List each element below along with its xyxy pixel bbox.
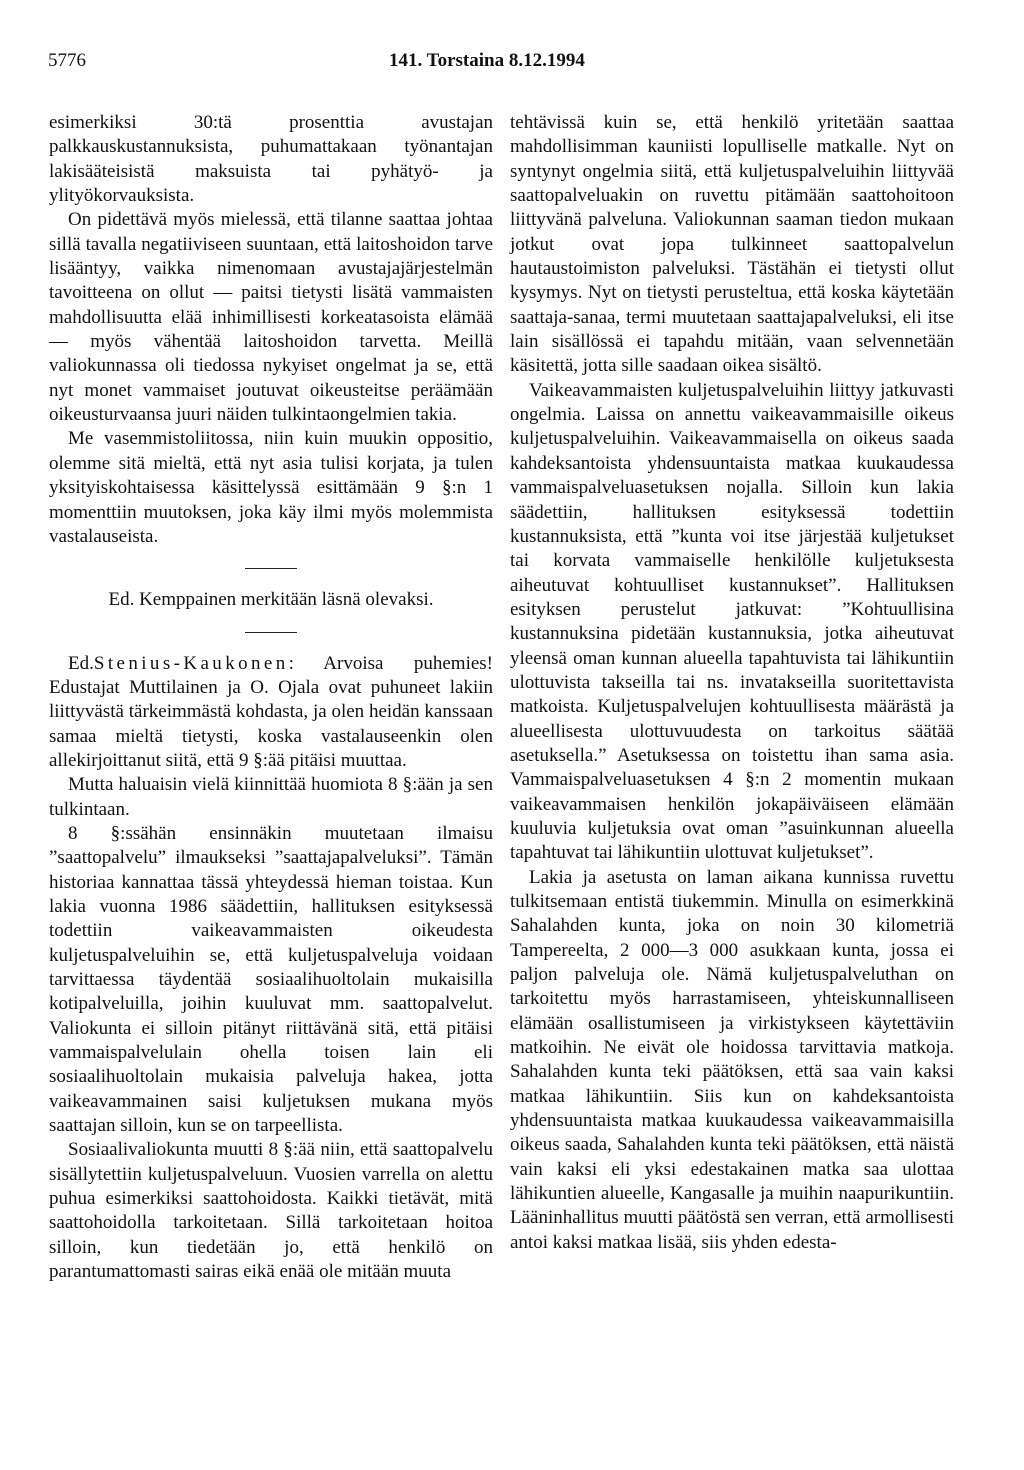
speech-opening [49, 652, 493, 774]
paragraph: Lakia ja asetusta on laman aikana kunnissa ruvettu tulkitsemaan entistä tiukemmin. Minulla on esimerkkinä Sahalahden kunta, joka on noin 30 kilometriä Tampereelta, 2 000—3 000 asukkaan kunta, jossa ei paljon palveluja ole. Nämä kuljetuspalveluthan on tarkoitettu myös harrastamiseen, yhteiskunnalliseen elämään osallistumiseen ja virkistykseen käytettäviin matkoihin. Ne eivät ole hoidossa tarvittavia matkoja. Sahalahden kunta teki päätöksen, että saa vain kaksi matkaa lähikuntiin. Siis kun on kahdeksantoista yhdensuuntaista matkaa kuukaudessa vaikeavammaisilla oikeus saada, Sahalahden kunta teki päätöksen, että näistä vain kaksi eli yksi edestakainen matka saa ulottaa lähikuntien alueelle, Kangasalle ja muihin naapurikuntiin. Lääninhallitus muutti päätöstä sen verran, että armollisesti antoi kaksi matkaa lisää, siis yhden edesta- [510, 866, 954, 1253]
speaker-name: Stenius-Kaukonen [93, 652, 289, 674]
paragraph: Me vasemmistoliitossa, niin kuin muukin oppositio, olemme sitä mieltä, että nyt asia tulisi korjata, ja tulen yksityiskohtaisessa käsittelyssä esittämään 9 §:n 1 momenttiin muutoksen, joka käy ilmi myös molemmista vastalauseista. [49, 428, 493, 547]
paragraph: Mutta haluaisin vielä kiinnittää huomiota 8 §:ään ja sen tulkintaan. [49, 774, 493, 820]
speaker-prefix: Ed. [68, 652, 94, 674]
paragraph: esimerkiksi 30:tä prosenttia avustajan palkkauskustannuksista, puhumattakaan työnantajan lakisääteisistä maksuista tai pyhätyö- ja ylityökorvauksista. [49, 112, 493, 207]
right-column [510, 111, 954, 1255]
paragraph: Sosiaalivaliokunta muutti 8 §:ää niin, että saattopalvelu sisällytettiin kuljetuspalveluun. Vuosien varrella on alettu puhua esimerkiksi saattohoidosta. Kaikki tietävät, mitä saattohoidolla tarkoitetaan. Sillä tarkoitetaan hoitoa silloin, kun tiedetään jo, että henkilö on parantumattomasti sairas eikä enää ole mitään muuta [49, 1139, 493, 1283]
speech-intro: : Arvoisa puhemies! Edustajat Muttilainen ja O. Ojala ovat puhuneet lakiin liittyvästä tärkeimmästä kohdasta, ja olen heidän kanssaan samaa mieltä tietysti, koska vastalauseenkin olen allekirjoittanut siitä, että 9 §:ää pitäisi muuttaa. [49, 652, 493, 771]
page-number: 5776 [48, 50, 86, 71]
issue-header: 141. Torstaina 8.12.1994 [389, 50, 585, 71]
paragraph: On pidettävä myös mielessä, että tilanne saattaa johtaa sillä tavalla negatiiviseen suuntaan, että laitoshoidon tarve lisääntyy, vaikka nimenomaan avustajajärjestelmän tavoitteena on ollut — paitsi tietysti lisätä vammaisten mahdollisuutta elää inhimillisesti korkeatasoista elämää — myös vähentää laitoshoidon tarvetta. Meillä valiokunnassa oli tiedossa nykyiset ongelmat ja se, että nyt monet vammaiset joutuvat oikeusteitse peräämään oikeusturvaansa juuri näiden tulkintaongelmien takia. [49, 209, 493, 426]
left-column [49, 111, 493, 1284]
paragraph: 8 §:ssähän ensinnäkin muutetaan ilmaisu ”saattopalvelu” ilmaukseksi ”saattajapalveluksi”. Tämän historiaa kannattaa tässä yhteydessä hieman toistaa. Kun lakia vuonna 1986 säädettiin, hallituksen esityksessä todettiin vaikeavammaisten oikeudesta kuljetuspalveluihin se, että kuljetuspalveluja voidaan tarvittaessa täydentää sosiaalihuoltolain mukaisilla kotipalveluilla, joihin kuuluvat mm. saattopalvelut. Valiokunta ei silloin pitänyt riittävänä sitä, että pitäisi vammaispalvelulain ohella toisen lain eli sosiaalihuoltolain mukaisia palveluja hakea, jotta vaikeavammainen saisi kuljetuksen mukana myös saattajan silloin, kun se on tarpeellista. [49, 822, 493, 1137]
paragraph: tehtävissä kuin se, että henkilö yritetään saattaa mahdollisimman kauniisti lopulliselle matkalle. Nyt on syntynyt ongelmia siitä, että kuljetuspalveluihin liittyvää saattopalveluakin on ruvettu pitämään saattohoitoon liittyvänä palveluna. Valiokunnan saaman tiedon mukaan jotkut ovat jopa tulkinneet saattopalvelun hautaustoimiston palveluksi. Tästähän ei tietysti ollut kysymys. Nyt on tietysti perusteltua, että koska käytetään saattaja-sanaa, termi muutetaan saattajapalveluksi, eli itse lain sisällössä ei tapahdu mitään, vaan selvennetään käsitettä, jotta sille saadaan oikea sisältö. [510, 112, 954, 377]
presence-note: Ed. Kemppainen merkitään läsnä olevaksi. [108, 589, 434, 611]
paragraph: Vaikeavammaisten kuljetuspalveluihin liittyy jatkuvasti ongelmia. Laissa on annettu vaikeavammaisille oikeus kuljetuspalveluihin. Vaikeavammaisella on oikeus saada kahdeksantoista yhdensuuntaista matkaa kuukaudessa vammaispalveluasetuksen nojalla. Silloin kun lakia säädettiin, hallituksen esityksessä todettiin kustannuksista, että ”kunta voi itse järjestää kuljetukset tai korvata vammaiselle henkilölle kuljetuksesta aiheutuvat kohtuulliset kustannukset”. Hallituksen esityksen perustelut jatkuvat: ”Kohtuullisina kustannuksina pidetään kustannuksia, jotka aiheutuvat yleensä oman kunnan alueella tapahtuvista tai lähikuntiin ulottuvista takseilla tai ns. invatakseilla suoritettavista matkoista. Kuljetuspalvelujen kohtuullisesta määrästä ja alueellisesta ulottuvuudesta on tarkoitus säätää asetuksella.” Asetuksessa on toistettu ihan sama asia. Vammaispalveluasetuksen 4 §:n 2 momentin mukaan vaikeavammaisen henkilön jokapäiväiseen elämään kuuluvia kuljetuksia ovat oman ”asuinkunnan alueella tapahtuvat tai lähikuntiin ulottuvat kuljetukset”. [510, 379, 954, 864]
